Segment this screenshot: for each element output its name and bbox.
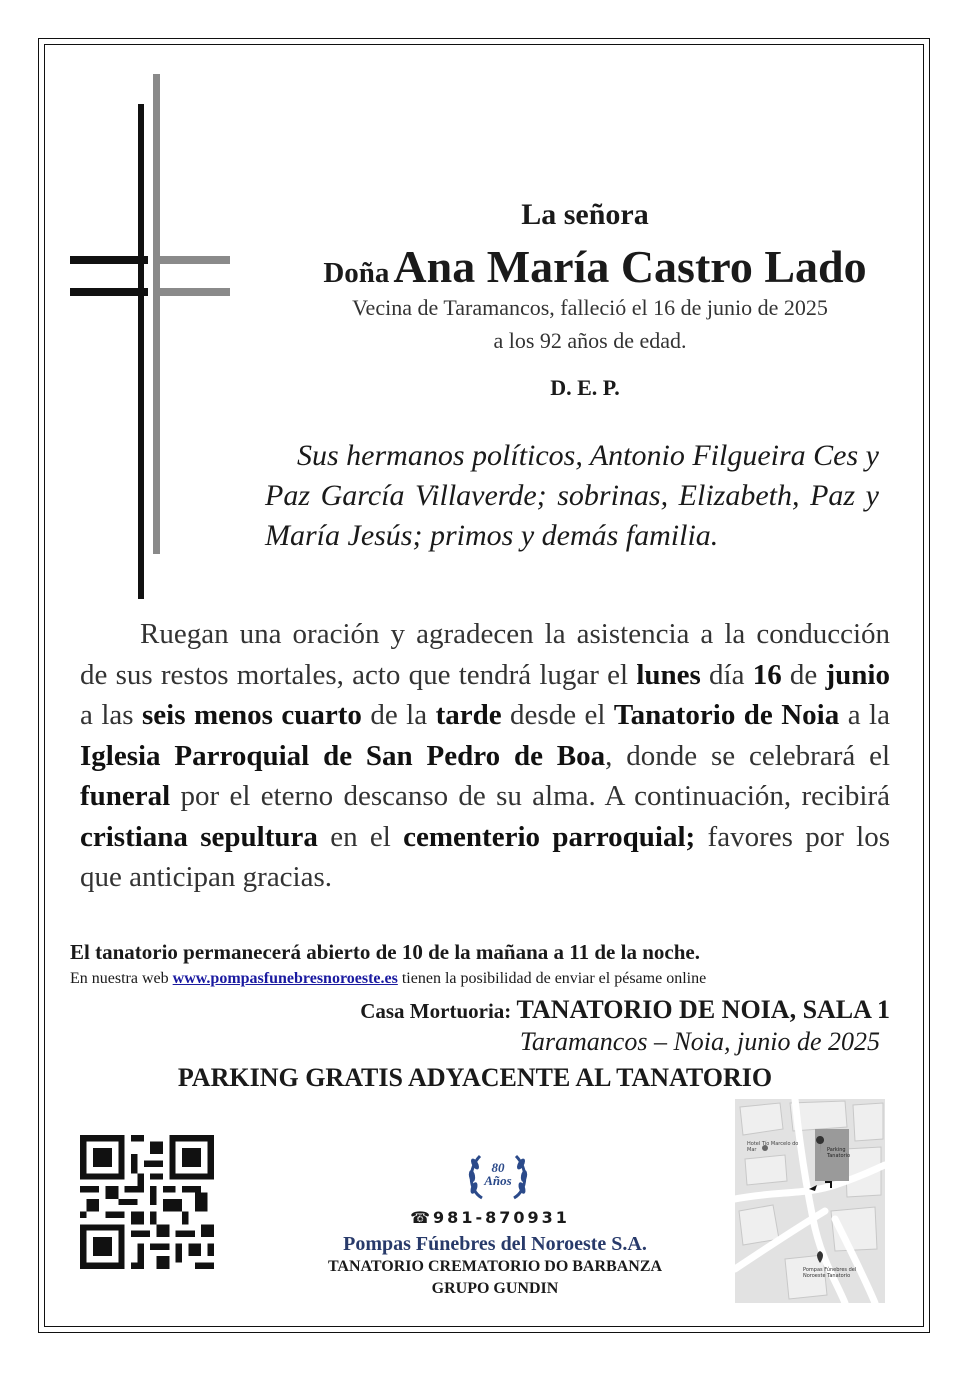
ceremony-date: 16	[752, 658, 782, 691]
title-prefix: Doña	[323, 257, 390, 289]
map-label-hotel: Hotel Tío Marcelo do Mar	[747, 1141, 799, 1153]
mortuary-value: TANATORIO DE NOIA, SALA 1	[516, 995, 890, 1024]
ceremony-burial: cristiana sepultura	[80, 820, 318, 853]
anniversary-logo	[458, 1150, 538, 1206]
ceremony-month: junio	[825, 658, 890, 691]
group-name: GRUPO GUNDIN	[431, 1280, 559, 1297]
mortuary-label: Casa Mortuoria:	[360, 999, 517, 1023]
cross-icon	[70, 74, 235, 599]
honorific: La señora	[521, 198, 649, 231]
ceremony-funeral: funeral	[80, 780, 171, 812]
ceremony-paragraph: Ruegan una oración y agradecen la asistencia a la conducción de sus restos mortales, acto que tendrá lugar el lunes día 16 de junio a las seis menos cuarto de la tarde desde el Tanatorio de Noia a la Iglesia Parroquial de San Pedro de Boa, donde se celebrará el funeral por el eterno descanso de su alma. A continuación, recibirá cristiana sepultura en el cementerio parroquial; favores por los que anticipan gracias.	[80, 618, 891, 893]
deceased-name: Ana María Castro Lado	[393, 241, 867, 292]
family-paragraph: Sus hermanos políticos, Antonio Filgueira Ces y Paz García Villaverde; sobrinas, Elizabeth, Paz y María Jesús; primos y demás familia.	[265, 439, 879, 552]
crematorium-name: TANATORIO CREMATORIO DO BARBANZA	[327, 1258, 663, 1275]
opening-hours: El tanatorio permanecerá abierto de 10 de la mañana a 11 de la noche.	[70, 940, 700, 964]
deceased-name-line	[290, 240, 900, 293]
age: a los 92 años de edad.	[493, 328, 687, 353]
map-label-funeral-home: Pompas Fúnebres del Noroeste Tanatorio	[803, 1267, 857, 1279]
ceremony-day: lunes	[636, 658, 701, 691]
ceremony-period: tarde	[435, 699, 502, 731]
qr-code[interactable]	[80, 1135, 214, 1269]
ceremony-church: Iglesia Parroquial de San Pedro de Boa	[80, 739, 606, 772]
phone-line[interactable]	[330, 1208, 650, 1227]
ceremony-cemetery: cementerio parroquial;	[403, 820, 696, 853]
ceremony-origin: Tanatorio de Noia	[613, 699, 840, 731]
rip: D. E. P.	[550, 375, 620, 400]
company-name: Pompas Fúnebres del Noroeste S.A.	[343, 1233, 647, 1255]
logo-number: 80	[491, 1160, 505, 1175]
place-date: Taramancos – Noia, junio de 2025	[519, 1027, 880, 1056]
location-map[interactable]	[735, 1099, 885, 1303]
web-notice: En nuestra web www.pompasfunebresnoroeste.es tienen la posibilidad de enviar el pésame online	[70, 970, 707, 987]
map-label-parking: Parking Tanatorio	[827, 1147, 851, 1159]
logo-word: Años	[484, 1173, 512, 1188]
residence-death: Vecina de Taramancos, falleció el 16 de junio de 2025	[352, 295, 828, 320]
mortuary	[280, 995, 890, 1025]
parking-notice: PARKING GRATIS ADYACENTE AL TANATORIO	[177, 1063, 773, 1092]
phone-number: 981-870931	[433, 1208, 570, 1227]
website-link[interactable]: www.pompasfunebresnoroeste.es	[172, 970, 398, 987]
telephone-icon: ☎	[410, 1208, 434, 1227]
ceremony-time: seis menos cuarto	[142, 699, 362, 731]
